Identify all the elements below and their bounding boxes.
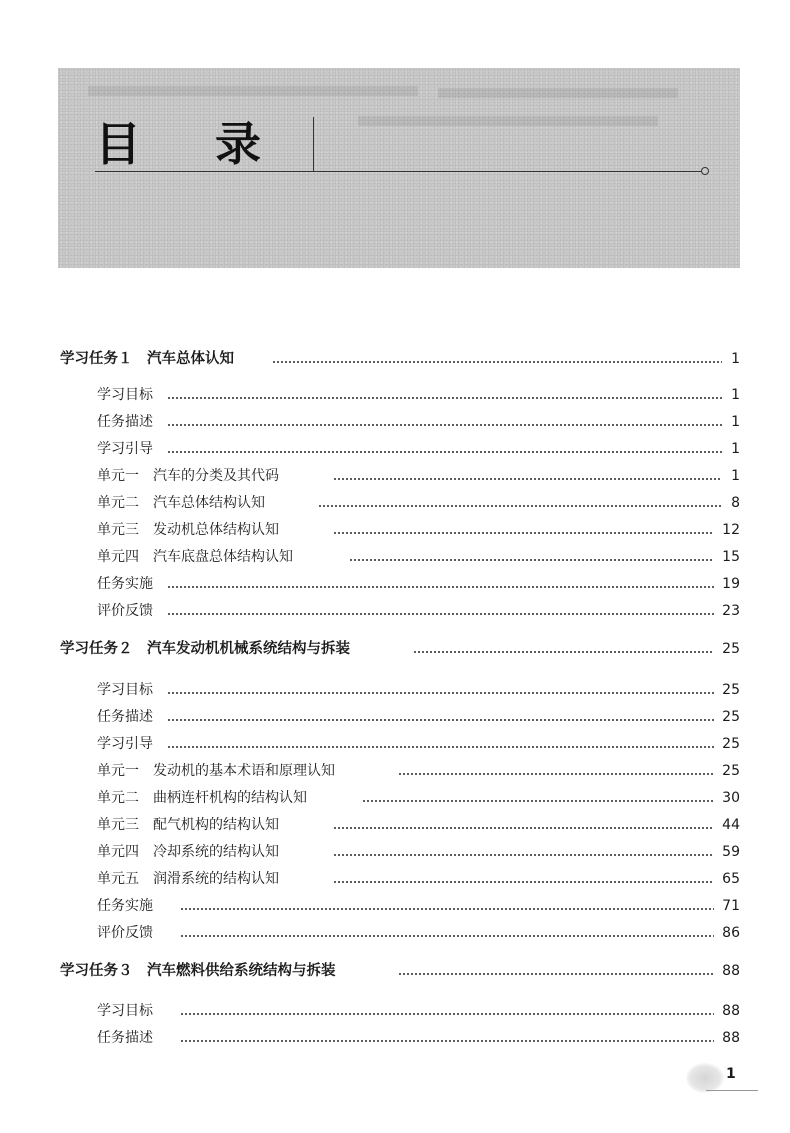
toc-entry-label: 评价反馈 [97, 922, 157, 944]
toc-entry-label: 学习目标 [97, 679, 157, 701]
toc-leader-dots [349, 559, 714, 561]
title-divider-vertical [313, 117, 314, 171]
toc-entry-label: 单元五 润滑系统的结构认知 [97, 868, 283, 890]
toc-entry-row[interactable] [0, 1027, 790, 1049]
toc-page-number: 1 [731, 387, 740, 403]
page-number-decoration [686, 1063, 724, 1093]
page-number-rule [706, 1090, 758, 1091]
toc-entry-label: 任务实施 [97, 895, 157, 917]
toc-leader-dots [167, 719, 714, 721]
toc-page-number: 25 [722, 682, 740, 698]
toc-entry-row[interactable] [0, 787, 790, 809]
toc-entry-label: 任务描述 [97, 1027, 157, 1049]
toc-entry-row[interactable] [0, 600, 790, 622]
toc-entry-row[interactable] [0, 922, 790, 944]
page-title [95, 116, 295, 172]
toc-page-number: 25 [722, 763, 740, 779]
toc-entry-label: 学习引导 [97, 733, 157, 755]
toc-leader-dots [333, 532, 714, 534]
toc-entry-label: 任务实施 [97, 573, 157, 595]
toc-entry-row[interactable] [0, 492, 790, 514]
toc-entry-row[interactable] [0, 706, 790, 728]
toc-page-number: 1 [731, 468, 740, 484]
toc-entry-row[interactable] [0, 546, 790, 568]
toc-entry-row[interactable] [0, 679, 790, 701]
banner-texture-band [358, 116, 658, 126]
toc-entry-label: 学习任务１ 汽车总体认知 [60, 348, 238, 370]
toc-page-number: 65 [722, 871, 740, 887]
toc-entry-label: 学习任务２ 汽车发动机机械系统结构与拆装 [60, 638, 354, 660]
toc-entry-label: 单元三 发动机总体结构认知 [97, 519, 283, 541]
toc-leader-dots [167, 451, 722, 453]
banner-texture-band [88, 86, 418, 96]
toc-entry-row[interactable] [0, 465, 790, 487]
page-number: 1 [726, 1066, 736, 1082]
toc-leader-dots [333, 827, 714, 829]
toc-leader-dots [180, 1013, 714, 1015]
toc-page-number: 1 [731, 441, 740, 457]
toc-entry-label: 学习目标 [97, 384, 157, 406]
toc-entry-label: 单元二 汽车总体结构认知 [97, 492, 269, 514]
toc-entry-row[interactable] [0, 814, 790, 836]
toc-leader-dots [180, 1040, 714, 1042]
toc-entry-row[interactable] [0, 438, 790, 460]
title-underline [95, 171, 703, 172]
toc-page-number: 15 [722, 549, 740, 565]
toc-page-number: 44 [722, 817, 740, 833]
toc-leader-dots [167, 397, 722, 399]
toc-entry-label: 学习引导 [97, 438, 157, 460]
toc-entry-row[interactable] [0, 841, 790, 863]
title-char-1: 目 [95, 117, 141, 171]
toc-task-row[interactable] [0, 638, 790, 660]
toc-page-number: 59 [722, 844, 740, 860]
toc-leader-dots [398, 973, 714, 975]
toc-page-number: 86 [722, 925, 740, 941]
toc-entry-label: 单元四 汽车底盘总体结构认知 [97, 546, 297, 568]
toc-page-number: 30 [722, 790, 740, 806]
toc-page-number: 88 [722, 1030, 740, 1046]
toc-entry-row[interactable] [0, 868, 790, 890]
toc-task-row[interactable] [0, 348, 790, 370]
toc-page-number: 71 [722, 898, 740, 914]
toc-leader-dots [272, 361, 722, 363]
toc-page-number: 88 [722, 1003, 740, 1019]
toc-entry-label: 学习任务３ 汽车燃料供给系统结构与拆装 [60, 960, 340, 982]
toc-leader-dots [333, 854, 714, 856]
toc-entry-label: 任务描述 [97, 411, 157, 433]
toc-page-number: 1 [731, 351, 740, 367]
toc-entry-row[interactable] [0, 1000, 790, 1022]
toc-leader-dots [167, 613, 714, 615]
toc-leader-dots [413, 651, 714, 653]
toc-leader-dots [167, 586, 714, 588]
toc-page-number: 25 [722, 641, 740, 657]
toc-entry-row[interactable] [0, 411, 790, 433]
toc-leader-dots [180, 935, 714, 937]
toc-entry-label: 评价反馈 [97, 600, 157, 622]
underline-end-circle [701, 167, 709, 175]
toc-entry-label: 单元四 冷却系统的结构认知 [97, 841, 283, 863]
toc-page-number: 23 [722, 603, 740, 619]
toc-page-number: 12 [722, 522, 740, 538]
toc-leader-dots [167, 746, 714, 748]
toc-leader-dots [167, 424, 722, 426]
toc-leader-dots [362, 800, 714, 802]
toc-entry-row[interactable] [0, 760, 790, 782]
toc-leader-dots [167, 692, 714, 694]
toc-leader-dots [180, 908, 714, 910]
toc-entry-row[interactable] [0, 573, 790, 595]
toc-leader-dots [333, 478, 722, 480]
toc-leader-dots [398, 773, 714, 775]
banner-texture-band [438, 88, 678, 98]
toc-page-number: 25 [722, 709, 740, 725]
toc-entry-label: 学习目标 [97, 1000, 157, 1022]
toc-entry-label: 单元一 发动机的基本术语和原理认知 [97, 760, 339, 782]
toc-page-number: 88 [722, 963, 740, 979]
toc-page-number: 25 [722, 736, 740, 752]
toc-entry-label: 单元一 汽车的分类及其代码 [97, 465, 283, 487]
toc-entry-row[interactable] [0, 895, 790, 917]
toc-page-number: 8 [731, 495, 740, 511]
toc-entry-label: 单元二 曲柄连杆机构的结构认知 [97, 787, 311, 809]
title-char-2: 录 [215, 117, 261, 171]
toc-page-number: 1 [731, 414, 740, 430]
toc-entry-row[interactable] [0, 519, 790, 541]
toc-entry-label: 单元三 配气机构的结构认知 [97, 814, 283, 836]
toc-entry-label: 任务描述 [97, 706, 157, 728]
toc-entry-row[interactable] [0, 733, 790, 755]
toc-task-row[interactable] [0, 960, 790, 982]
toc-leader-dots [333, 881, 714, 883]
toc-leader-dots [318, 505, 722, 507]
toc-page-number: 19 [722, 576, 740, 592]
toc-entry-row[interactable] [0, 384, 790, 406]
